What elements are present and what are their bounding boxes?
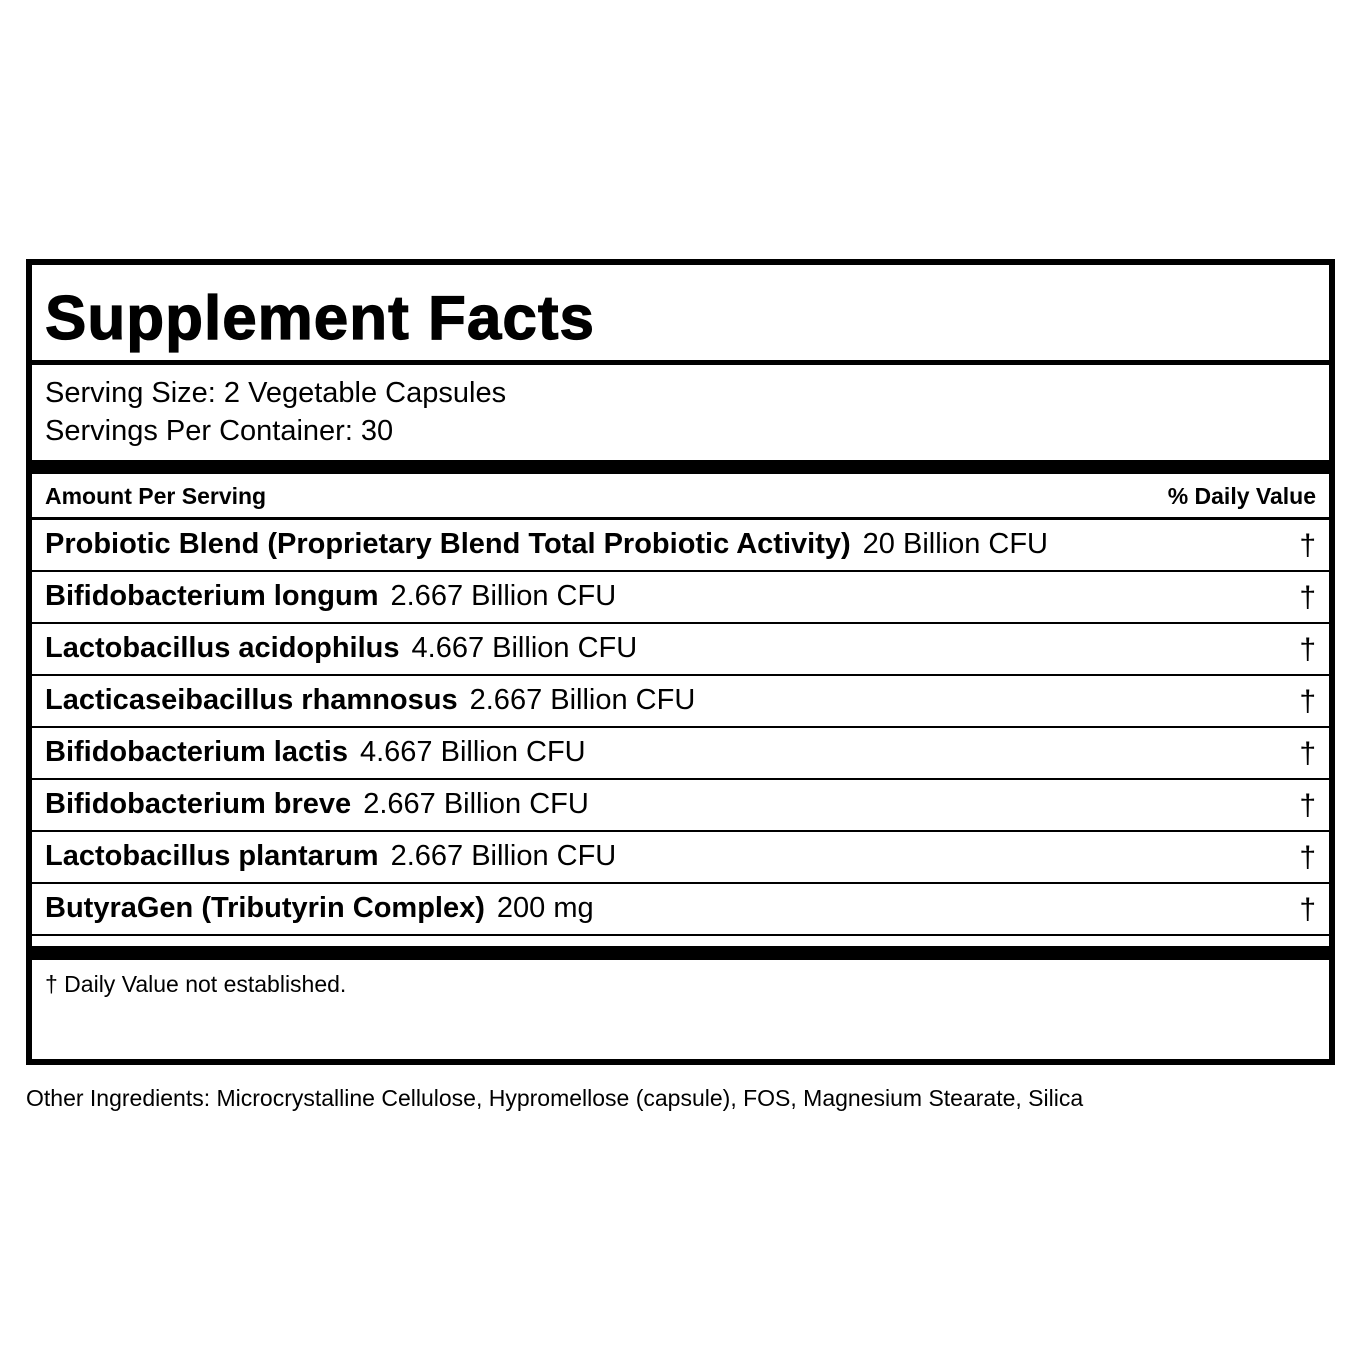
daily-value-dagger: † xyxy=(1299,737,1316,770)
ingredient-row xyxy=(32,520,1329,572)
daily-value-footnote: † Daily Value not established. xyxy=(45,971,347,997)
ingredient-row xyxy=(32,832,1329,884)
supplement-facts-panel xyxy=(26,259,1335,1065)
other-ingredients: Other Ingredients: Microcrystalline Cellulose, Hypromellose (capsule), FOS, Magnesium Stearate, Silica xyxy=(26,1085,1084,1111)
thick-divider xyxy=(32,460,1329,474)
ingredient-row xyxy=(32,624,1329,676)
ingredient-row xyxy=(32,884,1329,936)
ingredient-amount: 200 mg xyxy=(496,892,594,924)
footnote-block xyxy=(32,960,1329,1050)
daily-value-dagger: † xyxy=(1299,581,1316,614)
ingredient-name: Lacticaseibacillus rhamnosus xyxy=(45,684,458,716)
spacer xyxy=(32,936,1329,946)
ingredient-amount: 4.667 Billion CFU xyxy=(411,632,638,664)
ingredient-name: ButyraGen (Tributyrin Complex) xyxy=(45,892,485,924)
ingredient-name: Bifidobacterium lactis xyxy=(45,736,348,768)
daily-value-dagger: † xyxy=(1299,633,1316,666)
daily-value-dagger: † xyxy=(1299,789,1316,822)
daily-value-dagger: † xyxy=(1299,529,1316,562)
daily-value-dagger: † xyxy=(1299,841,1316,874)
daily-value-dagger: † xyxy=(1299,685,1316,718)
ingredient-amount: 4.667 Billion CFU xyxy=(359,736,586,768)
ingredient-amount: 2.667 Billion CFU xyxy=(390,580,617,612)
ingredient-row xyxy=(32,728,1329,780)
serving-size: Serving Size: 2 Vegetable Capsules xyxy=(45,377,507,409)
daily-value-dagger: † xyxy=(1299,893,1316,926)
ingredient-name: Bifidobacterium longum xyxy=(45,580,379,612)
ingredient-row xyxy=(32,572,1329,624)
column-header-row xyxy=(32,474,1329,520)
ingredient-name: Probiotic Blend (Proprietary Blend Total Probiotic Activity) xyxy=(45,528,851,560)
ingredient-amount: 20 Billion CFU xyxy=(862,528,1048,560)
title-block xyxy=(32,265,1329,365)
ingredient-row xyxy=(32,676,1329,728)
ingredient-amount: 2.667 Billion CFU xyxy=(390,840,617,872)
panel-title: Supplement Facts xyxy=(45,284,595,353)
daily-value-label: % Daily Value xyxy=(1167,483,1316,509)
thick-divider-bottom xyxy=(32,946,1329,960)
ingredient-row xyxy=(32,780,1329,832)
ingredient-name: Lactobacillus acidophilus xyxy=(45,632,400,664)
ingredient-amount: 2.667 Billion CFU xyxy=(363,788,589,820)
ingredient-amount: 2.667 Billion CFU xyxy=(469,684,696,716)
serving-info xyxy=(32,365,1329,460)
amount-per-serving-label: Amount Per Serving xyxy=(45,483,267,509)
ingredient-name: Lactobacillus plantarum xyxy=(45,840,379,872)
servings-per-container: Servings Per Container: 30 xyxy=(45,415,394,447)
ingredient-name: Bifidobacterium breve xyxy=(45,788,352,820)
